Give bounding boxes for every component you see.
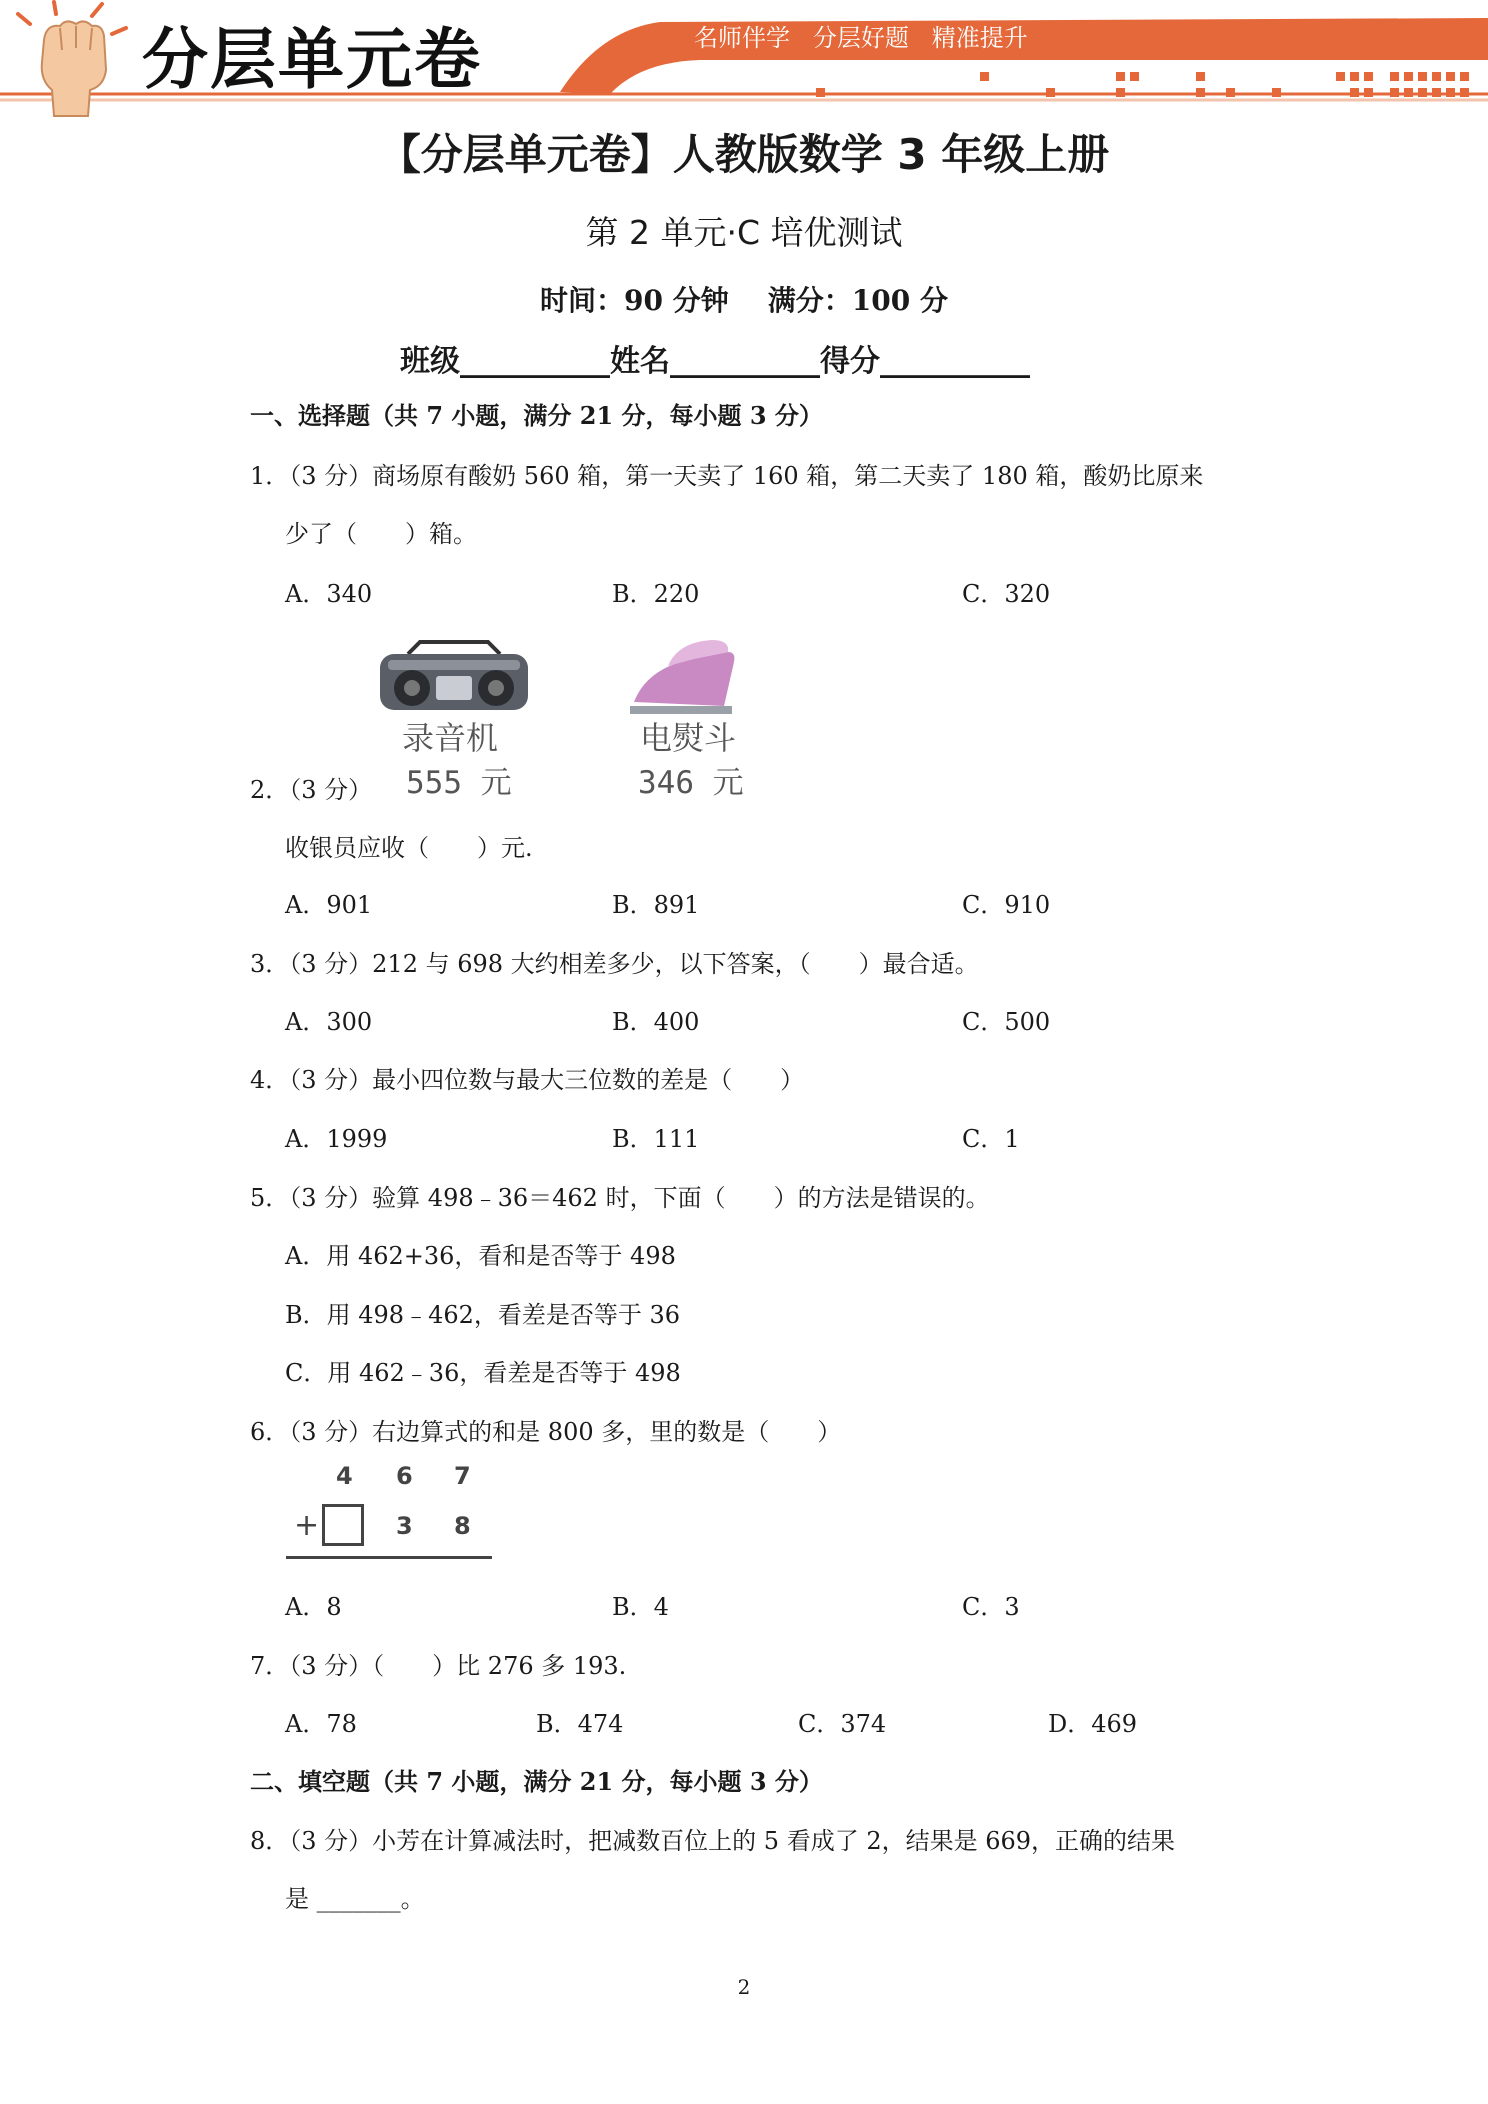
question-5-option-a: A．用 462+36，看和是否等于 498 <box>285 1242 676 1270</box>
question-2-text: 2．（3 分） <box>250 776 373 804</box>
page-number: 2 <box>737 1975 751 1999</box>
question-7-option-a: A．78 <box>285 1710 357 1738</box>
time-and-score: 时间：90 分钟 满分：100 分 <box>540 284 948 317</box>
question-1-text: 1．（3 分）商场原有酸奶 560 箱，第一天卖了 160 箱，第二天卖了 180 箱，酸奶比原来 <box>250 462 1204 490</box>
question-1-option-a: A．340 <box>285 580 373 608</box>
question-2-option-a: A．901 <box>285 891 373 919</box>
vertical-addition-figure <box>286 1456 496 1564</box>
addend-digit: 3 <box>396 1512 413 1540</box>
question-1-text-cont: 少了（ ）箱。 <box>285 520 477 548</box>
blank-digit-box <box>322 1504 364 1546</box>
radio-cassette-price: 555 元 <box>406 765 512 801</box>
plus-sign: + <box>294 1508 320 1543</box>
question-8-text-cont: 是 _______。 <box>285 1885 425 1913</box>
sum-line <box>286 1556 492 1559</box>
electric-iron-icon <box>628 636 744 716</box>
radio-cassette-label: 录音机 <box>402 719 499 757</box>
question-1-option-b: B．220 <box>612 580 700 608</box>
slogan: 名师伴学 分层好题 精准提升 <box>694 24 1028 52</box>
question-4-text: 4．（3 分）最小四位数与最大三位数的差是（ ） <box>250 1066 805 1094</box>
question-4-option-b: B．111 <box>612 1125 700 1153</box>
brand-title: 分层单元卷 <box>142 21 482 98</box>
header-banner <box>0 0 1488 120</box>
fist-logo-icon <box>10 0 130 118</box>
question-4-option-a: A．1999 <box>285 1125 388 1153</box>
question-6-option-c: C．3 <box>962 1593 1020 1621</box>
addend-digit: 4 <box>336 1462 353 1490</box>
question-2-text-cont: 收银员应收（ ）元. <box>285 834 533 862</box>
addend-digit: 8 <box>454 1512 471 1540</box>
question-5-option-b: B．用 498﹣462，看差是否等于 36 <box>285 1301 681 1329</box>
addend-digit: 7 <box>454 1462 471 1490</box>
question-6-text: 6．（3 分）右边算式的和是 800 多，里的数是（ ） <box>250 1418 842 1446</box>
question-3-option-b: B．400 <box>612 1008 700 1036</box>
question-6-option-b: B．4 <box>612 1593 669 1621</box>
electric-iron-label: 电熨斗 <box>640 719 737 757</box>
page-subtitle: 第 2 单元·C 培优测试 <box>585 213 903 252</box>
question-7-text: 7．（3 分）（ ）比 276 多 193. <box>250 1652 627 1680</box>
question-7-option-d: D．469 <box>1048 1710 1138 1738</box>
section-heading-choice: 一、选择题（共 7 小题，满分 21 分，每小题 3 分） <box>250 401 823 430</box>
radio-cassette-icon <box>378 640 530 714</box>
question-2-option-b: B．891 <box>612 891 700 919</box>
question-6-option-a: A．8 <box>285 1593 342 1621</box>
question-1-option-c: C．320 <box>962 580 1051 608</box>
electric-iron-price: 346 元 <box>638 765 744 801</box>
question-7-option-c: C．374 <box>798 1710 887 1738</box>
question-7-option-b: B．474 <box>536 1710 624 1738</box>
question-3-text: 3．（3 分）212 与 698 大约相差多少，以下答案，（ ）最合适。 <box>250 950 979 978</box>
question-2-option-c: C．910 <box>962 891 1051 919</box>
question-5-text: 5．（3 分）验算 498﹣36＝462 时，下面（ ）的方法是错误的。 <box>250 1184 990 1212</box>
question-4-option-c: C．1 <box>962 1125 1020 1153</box>
question-8-text: 8．（3 分）小芳在计算减法时，把减数百位上的 5 看成了 2，结果是 669，正确的结果 <box>250 1827 1176 1855</box>
page-title: 【分层单元卷】人教版数学 3 年级上册 <box>378 130 1110 179</box>
class-name-score-line: 班级__________姓名__________得分__________ <box>400 344 1030 379</box>
question-3-option-c: C．500 <box>962 1008 1051 1036</box>
section-heading-fill-blank: 二、填空题（共 7 小题，满分 21 分，每小题 3 分） <box>250 1767 823 1796</box>
question-3-option-a: A．300 <box>285 1008 373 1036</box>
addend-digit: 6 <box>396 1462 413 1490</box>
question-5-option-c: C．用 462﹣36，看差是否等于 498 <box>285 1359 681 1387</box>
